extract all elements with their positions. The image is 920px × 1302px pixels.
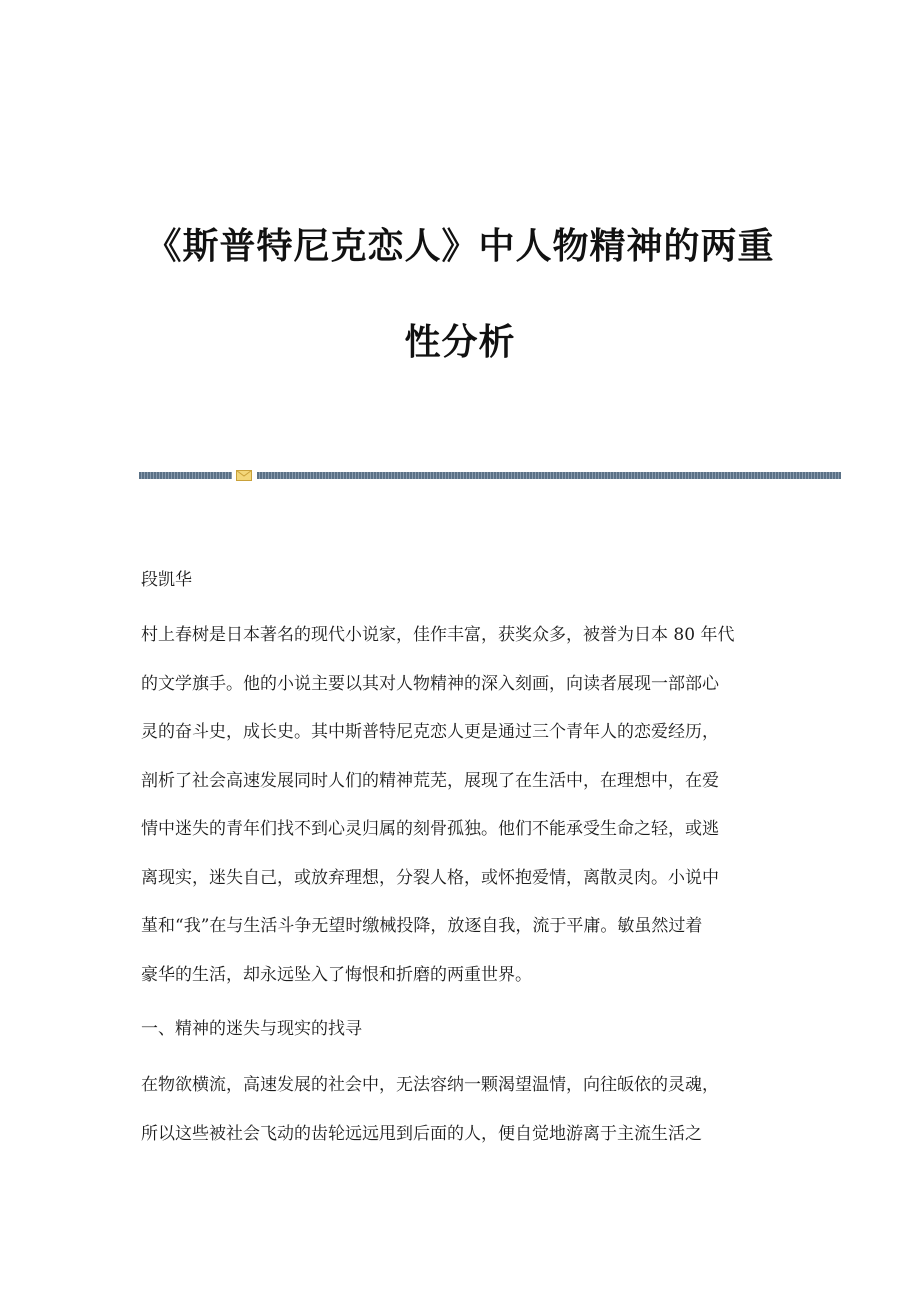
paragraph-line: 堇和“我”在与生活斗争无望时缴械投降，放逐自我，流于平庸。敏虽然过着	[141, 916, 703, 936]
paragraph-line: 所以这些被社会飞动的齿轮远远甩到后面的人，便自觉地游离于主流生活之	[141, 1123, 702, 1144]
document-title-line-2: 性分析	[404, 322, 516, 363]
paragraph-intro	[141, 624, 781, 1012]
paragraph-line: 情中迷失的青年们找不到心灵归属的刻骨孤独。他们不能承受生命之轻，或逃	[141, 819, 719, 839]
divider-bar-right	[257, 472, 841, 479]
paragraph-line: 村上春树是日本著名的现代小说家，佳作丰富，获奖众多，被誉为日本 80 年代	[141, 625, 735, 645]
paragraph-line: 豪华的生活，却永远坠入了悔恨和折磨的两重世界。	[141, 964, 532, 985]
paragraph-line: 灵的奋斗史，成长史。其中斯普特尼克恋人更是通过三个青年人的恋爱经历，	[141, 722, 719, 742]
paragraph-section-1	[141, 1074, 781, 1171]
paragraph-line: 离现实，迷失自己，或放弃理想，分裂人格，或怀抱爱情，离散灵肉。小说中	[141, 867, 719, 888]
title-divider	[139, 470, 841, 480]
section-heading: 一、精神的迷失与现实的找寻	[141, 1019, 362, 1039]
author-name: 段凯华	[141, 570, 192, 590]
paragraph-line: 的文学旗手。他的小说主要以其对人物精神的深入刻画，向读者展现一部部心	[141, 673, 719, 694]
envelope-icon	[236, 470, 252, 481]
divider-bar-left	[139, 472, 232, 479]
paragraph-line: 剖析了社会高速发展同时人们的精神荒芜，展现了在生活中，在理想中，在爱	[141, 770, 719, 791]
paragraph-line: 在物欲横流，高速发展的社会中，无法容纳一颗渴望温情，向往皈依的灵魂，	[141, 1075, 719, 1095]
document-title-line-1: 《斯普特尼克恋人》中人物精神的两重	[145, 226, 775, 267]
